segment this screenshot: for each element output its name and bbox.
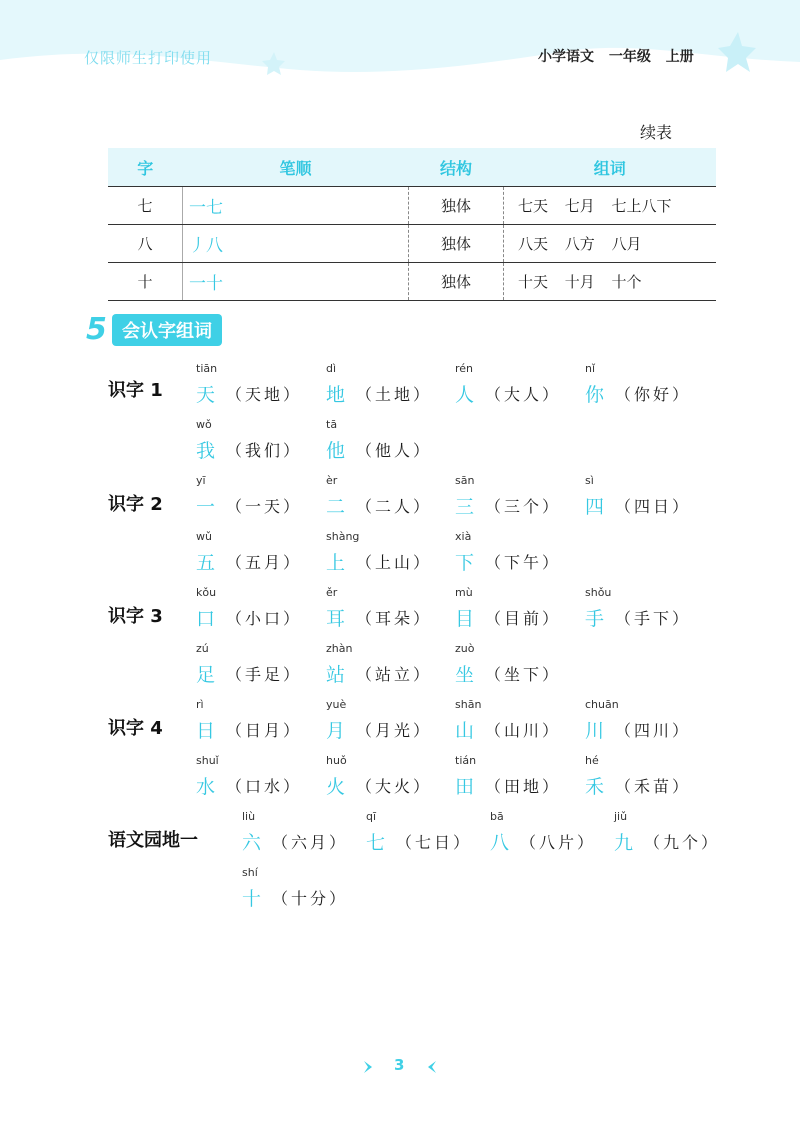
section-number: 5: [86, 312, 107, 347]
pinyin: shàng: [326, 530, 360, 543]
character: 禾: [585, 776, 605, 798]
character: 水: [196, 776, 216, 798]
column-header: 字: [108, 148, 183, 187]
pinyin: ěr: [326, 586, 338, 599]
pinyin: jiǔ: [614, 810, 628, 823]
word: （三个）: [485, 497, 562, 516]
pinyin: qī: [366, 810, 377, 823]
words-cell: 七天 七月 七上八下: [504, 187, 717, 225]
page-number: 3: [394, 1056, 405, 1074]
character: 五: [196, 552, 216, 574]
word: （八片）: [520, 833, 597, 852]
character: 下: [455, 552, 475, 574]
word: （下午）: [485, 553, 562, 572]
word: （他人）: [356, 441, 433, 460]
pinyin: rì: [196, 698, 204, 711]
character: 六: [242, 832, 262, 854]
word: （口水）: [226, 777, 303, 796]
words-cell: 八天 八方 八月: [504, 225, 717, 263]
word: （四日）: [615, 497, 692, 516]
pinyin: mù: [455, 586, 473, 599]
pinyin: wǔ: [196, 530, 212, 543]
character: 上: [326, 552, 346, 574]
character: 二: [326, 496, 346, 518]
group-label: 识字 2: [108, 494, 163, 515]
continuation-label: 续表: [640, 123, 673, 142]
character: 九: [614, 832, 634, 854]
pinyin: sān: [455, 474, 475, 487]
pinyin: hé: [585, 754, 599, 767]
pinyin: shǒu: [585, 586, 612, 599]
table-header-row: [108, 148, 716, 187]
table-row: [108, 225, 716, 263]
character: 目: [455, 608, 475, 630]
strokes-cell: 一十: [183, 263, 409, 301]
word: （田地）: [485, 777, 562, 796]
word: （山川）: [485, 721, 562, 740]
character: 山: [455, 720, 475, 742]
strokes-cell: 一七: [183, 187, 409, 225]
word: （手足）: [226, 665, 303, 684]
pinyin: zuò: [455, 642, 475, 655]
pinyin: tián: [455, 754, 477, 767]
character: 田: [455, 776, 475, 798]
word: （手下）: [615, 609, 692, 628]
word: （日月）: [226, 721, 303, 740]
word: （五月）: [226, 553, 303, 572]
arrow-right-icon: [364, 1061, 372, 1073]
character: 天: [196, 384, 216, 406]
pinyin: nǐ: [585, 362, 596, 375]
group-label: 语文园地一: [108, 830, 198, 851]
word: （小口）: [226, 609, 303, 628]
table-row: [108, 187, 716, 225]
group-label: 识字 4: [108, 718, 163, 739]
pinyin: chuān: [585, 698, 619, 711]
word: （目前）: [485, 609, 562, 628]
character: 一: [196, 496, 216, 518]
pinyin: tiān: [196, 362, 218, 375]
word: （站立）: [356, 665, 433, 684]
word: （七日）: [396, 833, 473, 852]
word: （二人）: [356, 497, 433, 516]
word: （土地）: [356, 385, 433, 404]
table-row: [108, 263, 716, 301]
character: 十: [242, 888, 262, 910]
char-cell: 七: [108, 187, 183, 225]
column-header: 组词: [504, 148, 717, 187]
watermark-text: 仅限师生打印使用: [84, 49, 213, 67]
word: （上山）: [356, 553, 433, 572]
word: （禾苗）: [615, 777, 692, 796]
pinyin: huǒ: [326, 754, 347, 767]
character: 我: [196, 440, 216, 462]
pinyin: zhàn: [326, 642, 353, 655]
pinyin: kǒu: [196, 586, 217, 599]
pinyin: shān: [455, 698, 482, 711]
subject-header: [538, 46, 704, 66]
character: 七: [366, 832, 386, 854]
character: 你: [585, 384, 605, 406]
character: 站: [326, 664, 346, 686]
group-label: 识字 1: [108, 380, 163, 401]
word: （九个）: [644, 833, 721, 852]
strokes-cell: 丿八: [183, 225, 409, 263]
pinyin: wǒ: [196, 418, 212, 431]
pinyin: liù: [242, 810, 256, 823]
pinyin: xià: [455, 530, 472, 543]
word: （六月）: [272, 833, 349, 852]
word: （月光）: [356, 721, 433, 740]
character: 日: [196, 720, 216, 742]
column-header: 笔顺: [183, 148, 409, 187]
word: （坐下）: [485, 665, 562, 684]
character: 三: [455, 496, 475, 518]
structure-cell: 独体: [409, 187, 504, 225]
character: 八: [490, 832, 510, 854]
section-heading: [86, 313, 222, 347]
character: 口: [196, 608, 216, 630]
pinyin: shí: [242, 866, 258, 879]
character: 火: [326, 776, 346, 798]
pinyin: rén: [455, 362, 474, 375]
character: 月: [326, 720, 346, 742]
character: 坐: [455, 664, 475, 686]
pinyin: shuǐ: [196, 754, 219, 767]
char-cell: 十: [108, 263, 183, 301]
character: 人: [455, 384, 475, 406]
grade-label: 一年级: [608, 49, 651, 65]
word: （你好）: [615, 385, 692, 404]
stroke-order-table: [108, 148, 716, 301]
character: 足: [196, 664, 216, 686]
subject-label: 小学语文: [538, 49, 594, 65]
pinyin: tā: [326, 418, 338, 431]
structure-cell: 独体: [409, 263, 504, 301]
word: （耳朵）: [356, 609, 433, 628]
pinyin: yī: [196, 474, 206, 487]
char-cell: 八: [108, 225, 183, 263]
structure-cell: 独体: [409, 225, 504, 263]
word: （一天）: [226, 497, 303, 516]
character: 手: [585, 608, 605, 630]
character: 地: [326, 384, 346, 406]
word: （十分）: [272, 889, 349, 908]
pinyin: dì: [326, 362, 337, 375]
group-label: 识字 3: [108, 606, 163, 627]
pinyin: zú: [196, 642, 209, 655]
character: 四: [585, 496, 605, 518]
pinyin: yuè: [326, 698, 347, 711]
word: （天地）: [226, 385, 303, 404]
column-header: 结构: [409, 148, 504, 187]
pinyin: bā: [490, 810, 504, 823]
word: （我们）: [226, 441, 303, 460]
character: 耳: [326, 608, 346, 630]
word: （大人）: [485, 385, 562, 404]
word: （大火）: [356, 777, 433, 796]
words-cell: 十天 十月 十个: [504, 263, 717, 301]
arrow-left-icon: [428, 1061, 436, 1073]
pinyin: sì: [585, 474, 594, 487]
pinyin: èr: [326, 474, 338, 487]
volume-label: 上册: [665, 49, 694, 65]
character: 他: [326, 440, 346, 462]
section-title: 会认字组词: [112, 314, 222, 346]
character: 川: [585, 720, 605, 742]
word: （四川）: [615, 721, 692, 740]
